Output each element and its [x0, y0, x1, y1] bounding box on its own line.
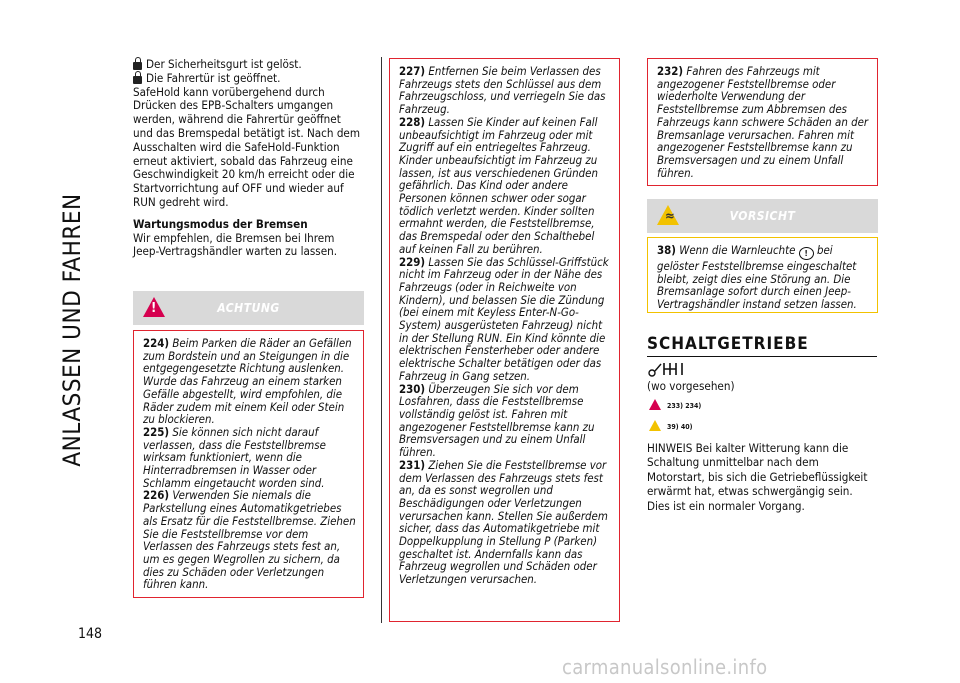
safehold-paragraph: SafeHold kann vorübergehend durch Drücken des EPB-Schalters umgangen werden, während die Fahrertür geöffnet und das Bremspedal betätigt ist. Nach dem Ausschalten wird die SafeHold-Funktion erneut aktiviert, sobald das Fahrzeug eine Geschwindigkeit 20 km/h erreicht oder die Startvorrichtung auf OFF und wieder auf RUN gedreht wird. — [133, 84, 361, 209]
warning-refs: 233) 234) — [667, 402, 702, 410]
achtung-banner — [133, 291, 364, 325]
vorsicht-label: VORSICHT — [729, 209, 796, 223]
caution-refs: 39) 40) — [667, 423, 693, 431]
maintenance-paragraph: Wir empfehlen, die Bremsen bei Ihrem Jeep-Vertragshändler warten zu lassen. — [133, 230, 338, 259]
note-item: 228) Lassen Sie Kinder auf keinen Fall unbeaufsichtigt im Fahrzeug oder mit Zugriff auf ein entriegeltes Fahrzeug. Kinder unbeaufsichtigt im Fahrzeug zu lassen, ist aus verschiedenen Gründen gefährlich. Das Kind oder andere Personen können schwer oder sogar tödlich verletzt werden. Kinder sollten ermahnt werden, die Feststellbremse, das Bremspedal oder den Schalthebel auf keinen Fall zu berühren. — [399, 114, 598, 256]
warning-continuation-box — [389, 58, 620, 622]
vorsicht-box — [647, 237, 878, 313]
vorsicht-banner — [647, 199, 878, 233]
bullet-item: Der Sicherheitsgurt ist gelöst. — [133, 58, 363, 72]
manual-gearbox-icon — [647, 360, 687, 378]
note-item: 225) Sie können sich nicht darauf verlassen, dass die Feststellbremse wirksam funktioniert, wenn die Hinterradbremsen in Wasser oder Schlamm eingetaucht worden sind. — [143, 424, 326, 490]
note-item: 230) Überzeugen Sie sich vor dem Losfahren, dass die Feststellbremse vollständig gelöst ist. Fahren mit angezogener Feststellbremse kann zu Bremsversagen und zu einem Unfall führen. — [399, 381, 595, 460]
section-heading: SCHALTGETRIEBE — [647, 334, 877, 357]
warning-box-232 — [647, 58, 878, 186]
note-item: 38) Wenn die Warnleuchte ! bei gelöster Feststellbremse eingeschaltet bleibt, zeigt dies eine Störung an. Die Bremsanlage sofort durch einen Jeep-Vertragshändler instand setzen lassen. — [657, 243, 857, 312]
note-item: 231) Ziehen Sie die Feststellbremse vor dem Verlassen des Fahrzeugs stets fest an, da es sonst wegrollen und Beschädigungen oder Verletzungen verursachen kann. Stellen Sie außerdem sicher, dass das Automatikgetriebe mit Doppelkupplung in Stellung P (Parken) geschaltet ist. Andernfalls kann das Fahrzeug wegrollen und Schäden oder Verletzungen verursachen. — [399, 457, 608, 587]
brake-warning-icon: ! — [799, 247, 814, 260]
hinweis-paragraph: HINWEIS Bei kalter Witterung kann die Schaltung unmittelbar nach dem Motorstart, bis sich die Getriebeflüssigkeit erwärmt hat, etwas schwergängig sein. Dies ist ein normaler Vorgang. — [647, 441, 868, 513]
caution-triangle-icon — [649, 420, 661, 431]
lock-icon — [133, 62, 142, 70]
note-item: 227) Entfernen Sie beim Verlassen des Fahrzeugs stets den Schlüssel aus dem Fahrzeugschloss, und verriegeln Sie das Fahrzeug. — [399, 64, 606, 117]
achtung-label: ACHTUNG — [217, 301, 280, 315]
note-item: 232) Fahren des Fahrzeugs mit angezogener Feststellbremse oder wiederholte Verwendung der Feststellbremse zum Abbremsen des Fahrzeugs kann schwere Schäden an der Bremsanlage verursachen. Fahren mit angezogener Feststellbremse kann zu Bremsversagen und zu einem Unfall führen. — [657, 64, 869, 180]
watermark: carmanualsonline.info — [562, 655, 768, 679]
column-1 — [133, 58, 363, 259]
warning-triangle-icon: ! — [143, 297, 165, 317]
warning-triangle-icon — [649, 399, 661, 410]
page-number: 148 — [78, 626, 103, 642]
car-skid-icon: ≈ — [657, 205, 679, 225]
provided-note: (wo vorgesehen) — [647, 379, 735, 393]
subheading: Wartungsmodus der Bremsen — [133, 216, 308, 231]
bullet-item: Die Fahrertür ist geöffnet. — [133, 72, 363, 86]
achtung-box — [133, 330, 364, 598]
column-divider — [381, 57, 382, 623]
note-item: 229) Lassen Sie das Schlüssel-Griffstück nicht im Fahrzeug oder in der Nähe des Fahrzeugs (oder in Reichweite von Kindern), und belassen Sie die Zündung (bei einem mit Keyless Enter-N-Go-System) ausgerüsteten Fahrzeug) nicht in der Stellung RUN. Ein Kind könnte die elektrischen Fensterheber oder andere elektrische Schalter betätigen oder das Fahrzeug in Gang setzen. — [399, 254, 609, 383]
lock-icon — [133, 76, 142, 84]
note-item: 226) Verwenden Sie niemals die Parkstellung eines Automatikgetriebes als Ersatz für die Feststellbremse. Ziehen Sie die Feststellbremse vor dem Verlassen des Fahrzeugs stets fest an, um es gegen Wegrollen zu sichern, da dies zu Schäden oder Verletzungen führen kann. — [143, 488, 356, 592]
note-item: 224) Beim Parken die Räder an Gefällen zum Bordstein und an Steigungen in die entgegengesetzte Richtung auslenken. Wurde das Fahrzeug an einem starken Gefälle abgestellt, wird empfohlen, die Räder zudem mit einem Keil oder Stein zu blockieren. — [143, 336, 352, 427]
